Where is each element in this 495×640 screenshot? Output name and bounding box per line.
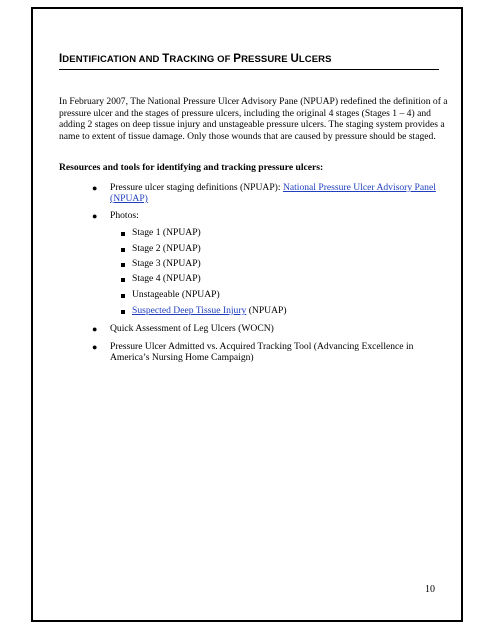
sublist-item-stage2: Stage 2 (NPUAP) [132,243,201,254]
sublist-item-unstageable: Unstageable (NPUAP) [132,289,220,300]
bullet-icon: ● [92,342,98,352]
list-item-quick-assessment: Quick Assessment of Leg Ulcers (WOCN) [110,323,274,334]
list-item-photos: Photos: [110,210,139,221]
heading-underline [59,69,439,70]
list-item-staging: Pressure ulcer staging definitions (NPUAP): National Pressure Ulcer Advisory Panel [110,182,436,193]
sdti-link[interactable]: Suspected Deep Tissue Injury [132,305,247,316]
square-bullet-icon [121,310,125,314]
square-bullet-icon [121,232,125,236]
sublist-item-sdti: Suspected Deep Tissue Injury (NPUAP) [132,305,287,316]
square-bullet-icon [121,248,125,252]
bullet-icon: ● [92,183,98,193]
list-item-tracking-tool-cont: America’s Nursing Home Campaign) [110,352,254,363]
list-item-staging-cont [110,193,148,205]
bullet-icon: ● [92,211,98,221]
list-item-tracking-tool: Pressure Ulcer Admitted vs. Acquired Tracking Tool (Advancing Excellence in [110,341,414,352]
sublist-item-stage3: Stage 3 (NPUAP) [132,258,201,269]
square-bullet-icon [121,294,125,298]
square-bullet-icon [121,263,125,267]
intro-paragraph: In February 2007, The National Pressure Ulcer Advisory Pane (NPUAP) redefined the definition of a pressure ulcer and the stages of pressure ulcers, including the original 4 stages (Stages 1 – 4) and adding 2 stages on deep tissue injury and unstageable pressure ulcers. The staging system provides a name to extent of tissue damage. Only those wounds that are caused by pressure should be staged. [59,96,448,142]
page-number: 10 [425,584,435,595]
sublist-item-stage1: Stage 1 (NPUAP) [132,227,201,238]
resources-title: Resources and tools for identifying and tracking pressure ulcers: [59,162,324,173]
npuap-link-cont[interactable]: (NPUAP) [110,193,148,204]
square-bullet-icon [121,278,125,282]
section-heading: IDENTIFICATION AND TRACKING OF PRESSURE ULCERS [59,53,332,65]
bullet-icon: ● [92,324,98,334]
npuap-link[interactable]: National Pressure Ulcer Advisory Panel [282,182,436,193]
sublist-item-stage4: Stage 4 (NPUAP) [132,273,201,284]
